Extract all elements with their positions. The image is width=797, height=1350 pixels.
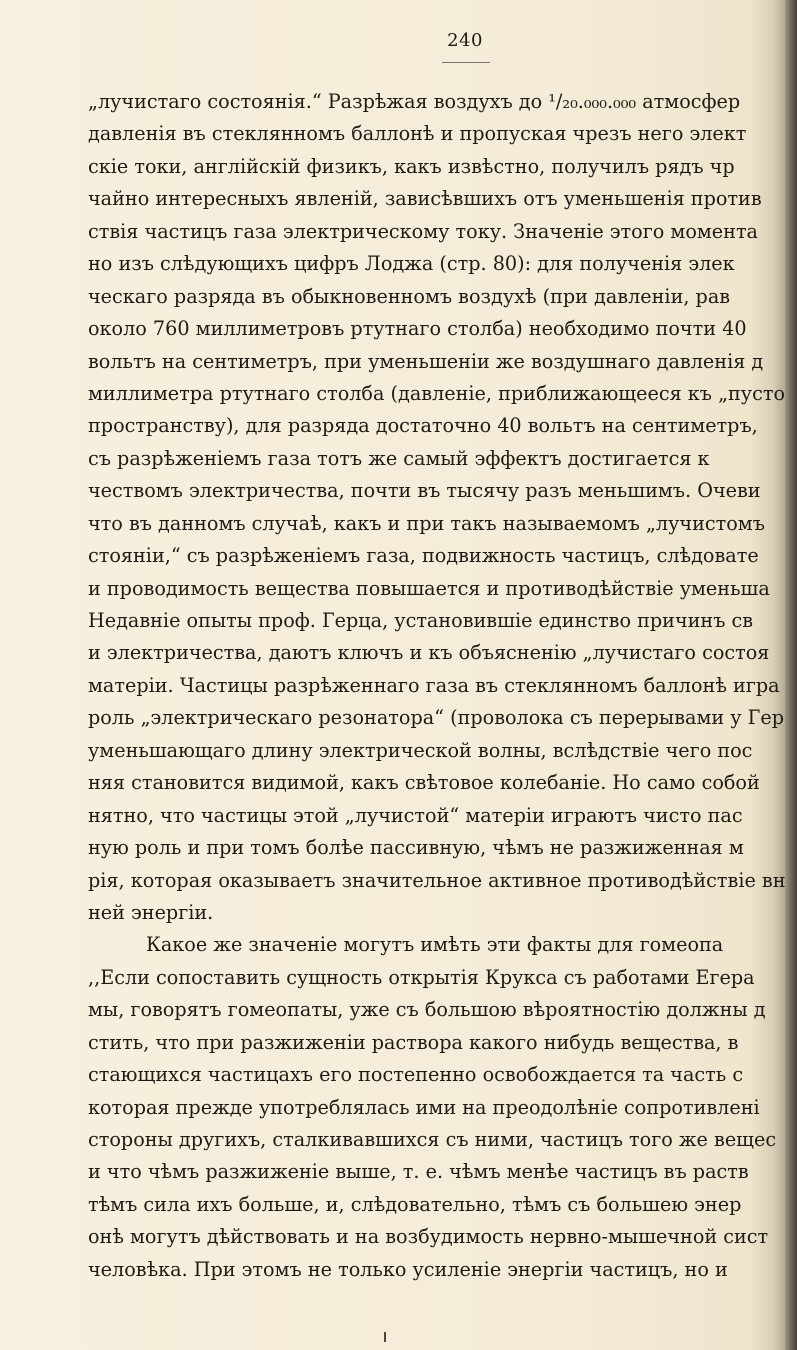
text-line: миллиметра ртутнаго столба (давленіе, приближающееся къ „пусто (88, 381, 785, 405)
text-line: онѣ могутъ дѣйствовать и на возбудимость нервно-мышечной сист (88, 1225, 769, 1249)
text-line: няя становится видимой, какъ свѣтовое колебаніе. Но само собой (88, 771, 760, 795)
text-line: роль „электрическаго резонатора“ (проволока съ перерывами у Гер (88, 706, 784, 730)
text-line: стороны другихъ, сталкивавшихся съ ними, частицъ того же вещес (88, 1128, 777, 1151)
text-line: которая прежде употреблялась ими на преодолѣніе сопротивлені (88, 1095, 760, 1119)
text-line: Недавніе опыты проф. Герца, установившіе единство причинъ св (88, 609, 754, 632)
text-line: и что чѣмъ разжиженіе выше, т. е. чѣмъ менѣе частицъ въ раств (88, 1160, 749, 1184)
text-line: чествомъ электричества, почти въ тысячу разъ меньшимъ. Очеви (88, 479, 761, 503)
text-line: нятно, что частицы этой „лучистой“ матеріи играютъ чисто пас (88, 803, 743, 827)
page-text (88, 86, 788, 1286)
page-number-underline (442, 62, 490, 63)
text-line: уменьшающаго длину электрической волны, вслѣдствіе чего пос (88, 738, 753, 762)
text-line: и проводимость вещества повышается и противодѣйствіе уменьша (88, 576, 770, 600)
text-line: чайно интересныхъ явленій, зависѣвшихъ отъ уменьшенія против (88, 187, 762, 211)
paper-speck (384, 1332, 386, 1342)
text-line: давленія въ стеклянномъ баллонѣ и пропуская чрезъ него элект (88, 122, 747, 146)
text-line: стояніи,“ съ разрѣженіемъ газа, подвижность частицъ, слѣдовате (88, 544, 759, 568)
text-line: ческаго разряда въ обыкновенномъ воздухѣ (при давленіи, рав (88, 284, 731, 308)
page-binding-edge (785, 0, 797, 1350)
page-number: 240 (447, 30, 483, 51)
text-line: около 760 миллиметровъ ртутнаго столба) необходимо почти 40 (88, 317, 747, 341)
text-line: скіе токи, англійскій физикъ, какъ извѣстно, получилъ рядъ чр (88, 154, 735, 178)
text-line: стить, что при разжиженіи раствора какого нибудь вещества, в (88, 1030, 739, 1054)
text-line: вольтъ на сентиметръ, при уменьшеніи же воздушнаго давленія д (88, 349, 764, 373)
text-line: и электричества, даютъ ключъ и къ объясненію „лучистаго состоя (88, 641, 770, 665)
text-line: что въ данномъ случаѣ, какъ и при такъ называемомъ „лучистомъ (88, 511, 765, 535)
text-line: ней энергіи. (88, 900, 214, 924)
text-line: ствія частицъ газа электрическому току. Значеніе этого момента (88, 219, 758, 243)
paragraph-start-line: Какое же значеніе могутъ имѣть эти факты для гомеопа (146, 933, 724, 957)
text-line: ную роль и при томъ болѣе пассивную, чѣмъ не разжиженная м (88, 836, 744, 860)
text-line: тѣмъ сила ихъ больше, и, слѣдовательно, тѣмъ съ большею энер (88, 1192, 742, 1216)
text-line: мы, говорятъ гомеопаты, уже съ большою вѣроятностію должны д (88, 998, 766, 1022)
text-line: матеріи. Частицы разрѣженнаго газа въ стеклянномъ баллонѣ игра (88, 673, 780, 697)
text-line: съ разрѣженіемъ газа тотъ же самый эффектъ достигается к (88, 446, 710, 470)
text-line: пространству), для разряда достаточно 40 вольтъ на сентиметръ, (88, 414, 758, 438)
text-line: человѣка. При этомъ не только усиленіе энергіи частицъ, но и (88, 1257, 728, 1281)
text-line: стающихся частицахъ его постепенно освобождается та часть с (88, 1063, 744, 1087)
text-line: но изъ слѣдующихъ цифръ Лоджа (стр. 80): для полученія элек (88, 252, 735, 276)
text-line: „лучистаго состоянія.“ Разрѣжая воздухъ до ¹/₂₀.₀₀₀.₀₀₀ атмосфер (88, 90, 741, 113)
text-line: рія, которая оказываетъ значительное активное противодѣйствіе вн (88, 868, 786, 892)
text-line: ,,Если сопоставить сущность открытія Крукса съ работами Егера (88, 965, 755, 989)
